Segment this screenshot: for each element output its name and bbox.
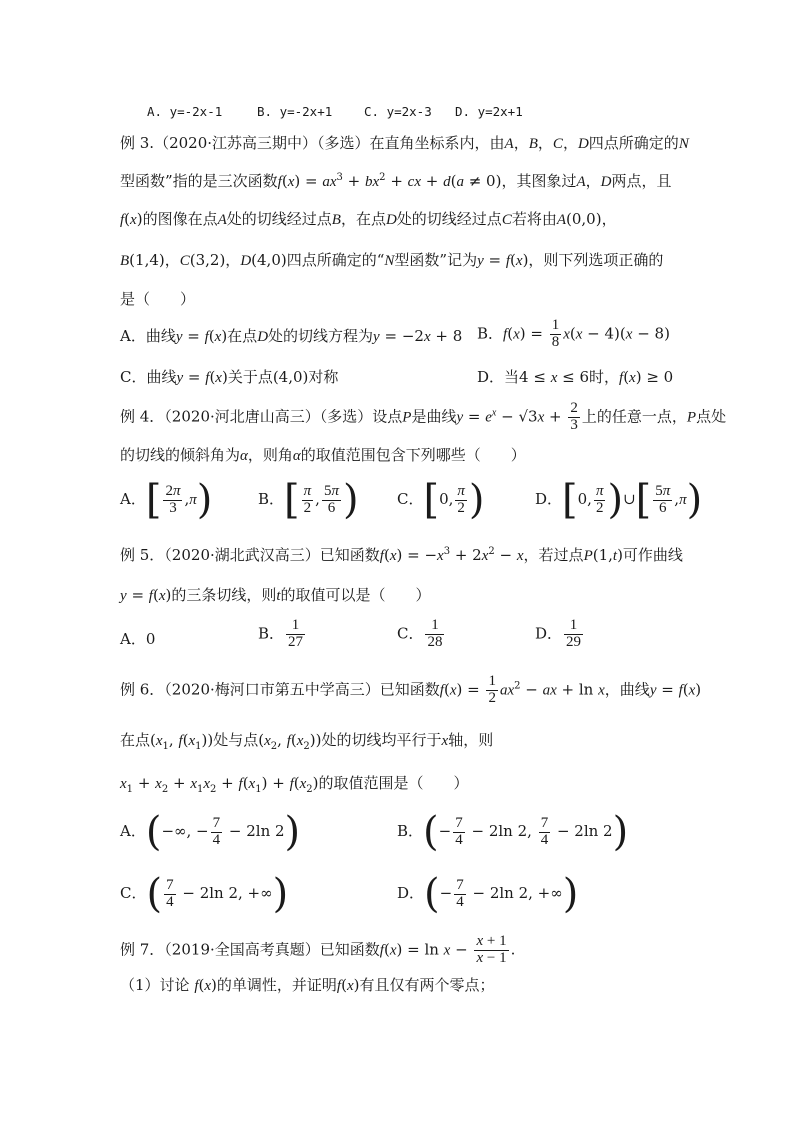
ex6-option-a: A．(−∞, − $\frac{7}{4}$ − 2ln 2) xyxy=(120,809,301,855)
option-b: B. y=-2x+1 xyxy=(257,104,333,119)
ex3-option-b: B．f(x) = $\frac{1}{8}$ x(x − 4)(x − 8) xyxy=(477,317,670,350)
ex3-line-2: 型函数”指的是三次函数$f(x) = ax^3 + bx^2$ + cx + d(a ≠ 0)，其图象过A，D两点，且 xyxy=(120,172,672,190)
ex5-option-c: C． $\frac{1}{28}$ xyxy=(397,617,443,650)
ex3-option-d: D．当4 ≤ x ≤ 6时，f(x) ≥ 0 xyxy=(477,368,674,386)
ex6-line-1: 例 6．（2020·梅河口市第五中学高三）已知函数f(x) = $\frac{1}{2}$ $ax^2$ − ax + ln x，曲线y = f(x) xyxy=(120,673,702,706)
ex4-option-d: D．[0, $\frac{\pi}{2}$ )∪[ $\frac{5\pi}{6}$ ,π) xyxy=(535,477,703,523)
ex6-line-3: $x_1 + x_2 + x_1x_2 + f(x_1) + f(x_2)$的取值范围是（ ） xyxy=(120,774,469,795)
ex4-option-b: B．[ $\frac{\pi}{2}$ , $\frac{5\pi}{6}$ ) xyxy=(258,477,359,523)
ex7-part-1: （1）讨论 f(x)的单调性，并证明f(x)有且仅有两个零点； xyxy=(120,976,495,994)
ex6-option-d: D．(− $\frac{7}{4}$ − 2ln 2, +∞) xyxy=(397,871,579,917)
ex5-line-2: y = f(x)的三条切线，则t的取值可以是（ ） xyxy=(120,586,431,604)
ex6-option-c: C．( $\frac{7}{4}$ − 2ln 2, +∞) xyxy=(120,871,289,917)
option-a: A. y=-2x-1 xyxy=(147,104,223,119)
ex3-line-1: 例 3.（2020·江苏高三期中）（多选）在直角坐标系内，由A，B，C，D四点所确定的N xyxy=(120,134,689,152)
ex4-option-c: C．[0, $\frac{\pi}{2}$ ) xyxy=(397,477,485,523)
ex5-line-1: 例 5．（2020·湖北武汉高三）已知函数$f(x) = -x^3 + 2x^2 - x$，若过点P(1,t)可作曲线 xyxy=(120,546,683,564)
ex6-option-b: B．(− $\frac{7}{4}$ − 2ln 2, $\frac{7}{4}$ − 2ln 2) xyxy=(397,809,629,855)
ex3-option-c: C．曲线y = f(x)关于点(4,0)对称 xyxy=(120,368,339,386)
ex4-option-a: A．[ $\frac{2\pi}{3}$ ,π) xyxy=(120,477,213,523)
option-d: D. y=2x+1 xyxy=(455,104,523,119)
ex3-option-a: A．曲线y = f(x)在点D处的切线方程为y = −2x + 8 xyxy=(120,327,463,345)
ex3-line-4: B(1,4)，C(3,2)，D(4,0)四点所确定的“N型函数”记为y = f(x)，则下列选项正确的 xyxy=(120,251,664,269)
ex5-option-d: D． $\frac{1}{29}$ xyxy=(535,617,582,650)
ex5-option-a: A．0 xyxy=(120,630,156,648)
ex3-question-end: 是（ ） xyxy=(120,290,196,308)
ex5-option-b: B． $\frac{1}{27}$ xyxy=(258,617,304,650)
ex4-line-1: 例 4．（2020·河北唐山高三）（多选）设点P是曲线$y = e^x - √3x$ + $\frac{2}{3}$ 上的任意一点，P点处 xyxy=(120,400,727,433)
ex3-line-3: f(x)的图像在点A处的切线经过点B，在点D处的切线经过点C若将由A(0,0)， xyxy=(120,210,617,228)
option-c: C. y=2x-3 xyxy=(364,104,432,119)
ex7-line-1: 例 7．（2019·全国高考真题）已知函数f(x) = ln x − $\frac{x + 1}{x - 1}$ . xyxy=(120,933,516,966)
ex6-line-2: 在点($x_1$, $f(x_1)$)处与点($x_2$, $f(x_2)$)处的切线均平行于x轴，则 xyxy=(120,731,494,752)
ex4-line-2: 的切线的倾斜角为α，则角α的取值范围包含下列哪些（ ） xyxy=(120,446,526,464)
